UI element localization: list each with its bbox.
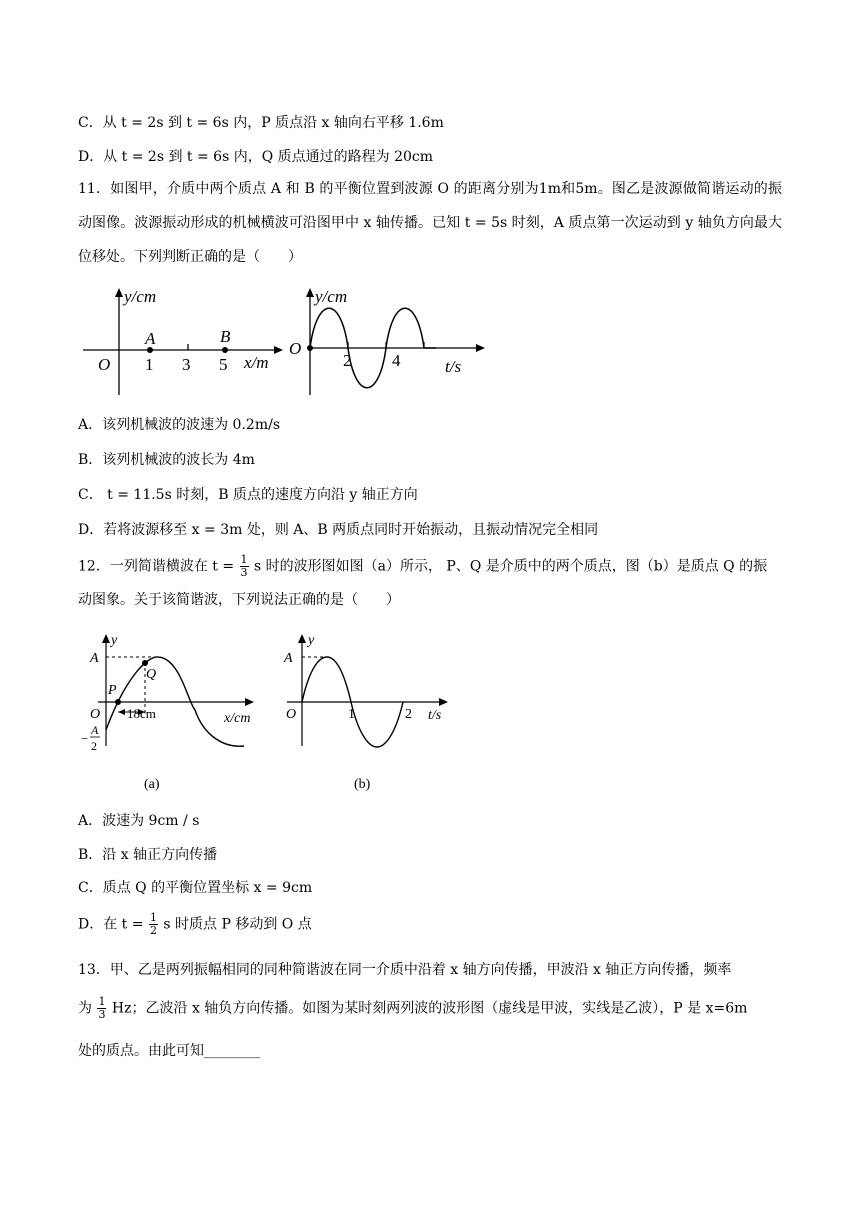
q12-option-d-fraction — [149, 912, 158, 937]
q12-option-c: C．质点 Q 的平衡位置坐标 x = 9cm — [78, 880, 313, 896]
q11-tick-2: 2 — [343, 351, 352, 370]
q12b-xlabel: t/s — [428, 708, 442, 723]
q11-left-origin: O — [98, 355, 111, 374]
q11-point-b-label: B — [220, 327, 231, 346]
q12b-amp: A — [284, 651, 293, 666]
q12-option-b: B．沿 x 轴正方向传播 — [78, 847, 218, 863]
q12b-origin: O — [286, 707, 297, 722]
q12-option-a: A．波速为 9cm / s — [78, 813, 200, 829]
q11-tick-5: 5 — [219, 355, 228, 374]
q12-option-d-den: 2 — [149, 924, 157, 937]
q10-option-c: C．从 t = 2s 到 t = 6s 内，P 质点沿 x 轴向右平移 1.6m — [78, 115, 444, 131]
q11-tick-3: 3 — [182, 355, 191, 374]
q13-frac-num: 1 — [98, 995, 106, 1008]
q12-option-d-post: s 时质点 P 移动到 O 点 — [163, 916, 312, 933]
q12a-distance: 18cm — [127, 706, 156, 721]
q12b-ylabel: y — [308, 633, 315, 648]
q12-stem-line-1 — [78, 554, 782, 579]
q12a-p-label: P — [108, 683, 117, 698]
q13-stem-post: Hz；乙波沿 x 轴负方向传播。如图为某时刻两列波的波形图（虚线是甲波，实线是乙波），P 是 x=6m — [111, 1000, 748, 1017]
q11-figure-left — [78, 280, 288, 400]
q12b-tick-2: 2 — [405, 707, 412, 722]
q12-option-d-pre: D．在 t = — [78, 916, 144, 933]
q12-figure-a — [78, 626, 268, 796]
q12-stem-frac-den: 3 — [240, 566, 248, 579]
q12a-neg-amp-den: 2 — [91, 739, 97, 753]
q12a-amp: A — [90, 651, 99, 666]
q12a-xlabel: x/cm — [224, 711, 251, 726]
q12-stem-post: s 时的波形图如图（a）所示， P、Q 是介质中的两个质点，图（b）是质点 Q 的振 — [253, 558, 768, 575]
q12b-caption: (b) — [354, 777, 371, 792]
svg-text:−: − — [81, 731, 89, 746]
q12a-neg-amp-num: A — [91, 723, 99, 737]
q12-figure-b — [282, 626, 462, 796]
q13-stem-line-1: 13．甲、乙是两列振幅相同的同种简谐波在同一介质中沿着 x 轴方向传播，甲波沿 x 轴正方向传播，频率 — [78, 962, 732, 978]
q11-left-xlabel: x/m — [244, 353, 269, 372]
q11-tick-4: 4 — [392, 351, 401, 370]
q13-fraction — [97, 996, 106, 1021]
q13-frac-den: 3 — [98, 1008, 106, 1021]
q12a-origin: O — [90, 707, 101, 722]
q13-stem-line-3: 处的质点。由此可知________ — [78, 1043, 260, 1059]
q12-stem-frac-num: 1 — [240, 553, 248, 566]
q12-stem-line-2: 动图象。关于该简谐波，下列说法正确的是（ ） — [78, 592, 400, 608]
q11-tick-1: 1 — [145, 355, 154, 374]
q12a-caption: (a) — [144, 777, 160, 792]
q11-option-a: A．该列机械波的波速为 0.2m/s — [78, 417, 281, 433]
q11-right-ylabel: y/cm — [315, 287, 348, 306]
q12-option-d-num: 1 — [149, 911, 157, 924]
q13-stem-line-2 — [78, 996, 747, 1021]
q12a-q-label: Q — [146, 667, 157, 682]
q11-right-xlabel: t/s — [445, 357, 462, 376]
q12-stem-pre: 12．一列简谐横波在 t = — [78, 558, 235, 575]
q12-stem-fraction — [240, 554, 249, 579]
q11-stem: 11．如图甲，介质中两个质点 A 和 B 的平衡位置到波源 O 的距离分别为1m和5m。图乙是波源做简谐运动的振动图像。波源振动形成的机械横波可沿图甲中 x 轴传播。已知 t = 5s 时刻，A 质点第一次运动到 y 轴负方向最大位移处。下列判断正确的是（ ） — [78, 181, 782, 265]
q12b-tick-1: 1 — [348, 707, 355, 722]
q11-left-ylabel: y/cm — [124, 287, 157, 306]
q11-figure-right — [285, 280, 485, 400]
q11-option-d: D．若将波源移至 x = 3m 处，则 A、B 两质点同时开始振动，且振动情况完全相同 — [78, 522, 599, 538]
q11-option-b: B．该列机械波的波长为 4m — [78, 452, 255, 468]
q11-point-a-label: A — [145, 329, 156, 348]
q11-right-origin: O — [289, 339, 302, 358]
q10-option-d: D．从 t = 2s 到 t = 6s 内，Q 质点通过的路程为 20cm — [78, 149, 434, 165]
q12a-ylabel: y — [111, 633, 118, 648]
q12-option-d — [78, 912, 312, 937]
q11-option-c: C． t = 11.5s 时刻，B 质点的速度方向沿 y 轴正方向 — [78, 487, 418, 503]
q13-stem-pre: 为 — [78, 1000, 92, 1017]
